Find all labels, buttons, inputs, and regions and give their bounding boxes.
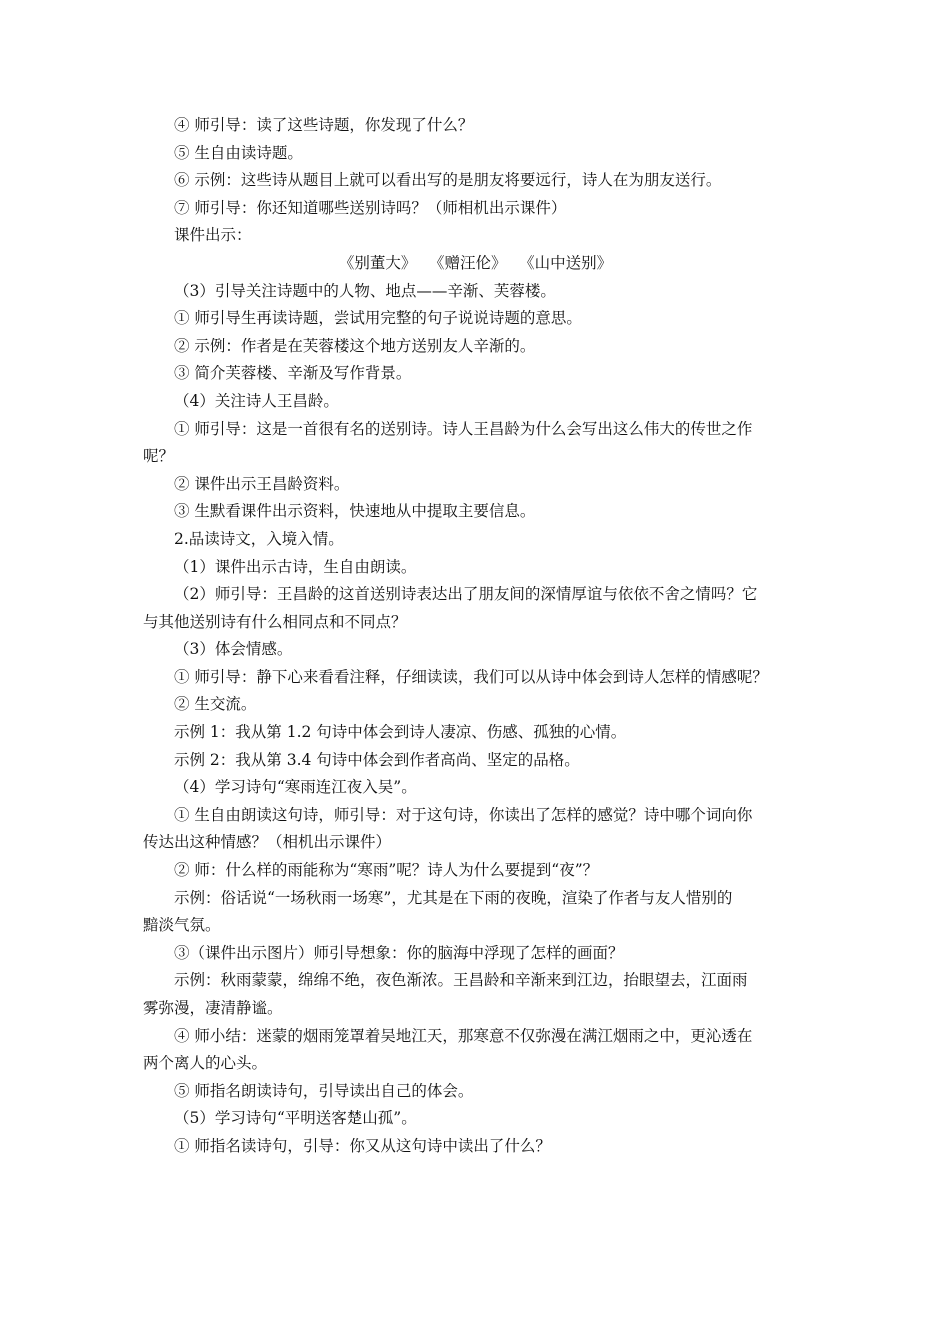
text-line: ① 师引导：这是一首很有名的送别诗。诗人王昌龄为什么会写出这么伟大的传世之作 bbox=[174, 419, 753, 438]
text-line: ④ 师小结：迷蒙的烟雨笼罩着吴地江天，那寒意不仅弥漫在满江烟雨之中，更沁透在 bbox=[174, 1026, 753, 1045]
section-heading: （3）体会情感。 bbox=[174, 640, 293, 659]
text-line: ② 师：什么样的雨能称为“寒雨”呢？诗人为什么要提到“夜”？ bbox=[174, 861, 599, 880]
document-page bbox=[143, 112, 808, 1161]
text-line: ⑤ 师指名朗读诗句，引导读出自己的体会。 bbox=[174, 1081, 474, 1100]
text-line: ⑥ 示例：这些诗从题目上就可以看出写的是朋友将要远行，诗人在为朋友送行。 bbox=[174, 171, 722, 190]
text-line: 示例 1：我从第 1.2 句诗中体会到诗人凄凉、伤感、孤独的心情。 bbox=[174, 723, 627, 742]
text-line: ③ 生默看课件出示资料，快速地从中提取主要信息。 bbox=[174, 502, 536, 521]
text-line: （2）师引导：王昌龄的这首送别诗表达出了朋友间的深情厚谊与依依不舍之情吗？它 bbox=[174, 585, 758, 604]
text-line: ② 生交流。 bbox=[174, 695, 257, 714]
text-line: ④ 师引导：读了这些诗题，你发现了什么？ bbox=[174, 116, 474, 134]
section-heading: （3）引导关注诗题中的人物、地点——辛渐、芙蓉楼。 bbox=[174, 281, 556, 300]
text-line: ③（课件出示图片）师引导想象：你的脑海中浮现了怎样的画面？ bbox=[174, 943, 624, 962]
text-line: 雾弥漫，凄清静谧。 bbox=[143, 999, 283, 1017]
text-line: ① 师引导生再读诗题，尝试用完整的句子说说诗题的意思。 bbox=[174, 309, 582, 328]
text-line: 黯淡气氛。 bbox=[143, 916, 221, 935]
text-line: 课件出示： bbox=[174, 226, 252, 245]
text-line: 示例 2：我从第 3.4 句诗中体会到作者高尚、坚定的品格。 bbox=[174, 750, 580, 769]
text-line: ① 师指名读诗句，引导：你又从这句诗中读出了什么？ bbox=[174, 1136, 551, 1155]
text-line: ⑤ 生自由读诗题。 bbox=[174, 143, 303, 162]
section-heading: （1）课件出示古诗，生自由朗读。 bbox=[174, 557, 417, 576]
text-line: ⑦ 师引导：你还知道哪些送别诗吗？（师相机出示课件） bbox=[174, 198, 567, 217]
text-line: ② 示例：作者是在芙蓉楼这个地方送别友人辛渐的。 bbox=[174, 336, 536, 355]
text-line: 示例：秋雨蒙蒙，绵绵不绝，夜色渐浓。王昌龄和辛渐来到江边，抬眼望去，江面雨 bbox=[174, 971, 748, 990]
section-heading: （4）学习诗句“寒雨连江夜入吴”。 bbox=[174, 778, 417, 797]
text-line: ② 课件出示王昌龄资料。 bbox=[174, 474, 350, 493]
text-line: 与其他送别诗有什么相同点和不同点？ bbox=[143, 612, 407, 631]
text-line: 示例：俗话说“一场秋雨一场寒”，尤其是在下雨的夜晚，渲染了作者与友人惜别的 bbox=[174, 888, 733, 907]
text-line: ① 师引导：静下心来看看注释，仔细读读，我们可以从诗中体会到诗人怎样的情感呢？ bbox=[174, 667, 768, 686]
text-line: 传达出这种情感？（相机出示课件） bbox=[143, 833, 392, 852]
section-heading: （4）关注诗人王昌龄。 bbox=[174, 391, 339, 410]
text-line: 呢？ bbox=[143, 447, 175, 466]
text-line: 两个离人的心头。 bbox=[143, 1054, 268, 1073]
text-line: ① 生自由朗读这句诗，师引导：对于这句诗，你读出了怎样的感觉？诗中哪个词向你 bbox=[174, 805, 753, 824]
section-heading: 2.品读诗文，入境入情。 bbox=[174, 529, 344, 548]
section-heading: （5）学习诗句“平明送客楚山孤”。 bbox=[174, 1109, 417, 1128]
poem-titles-line: 《别董大》 《赠汪伦》 《山中送别》 bbox=[338, 253, 613, 272]
text-line: ③ 简介芙蓉楼、辛渐及写作背景。 bbox=[174, 364, 412, 383]
